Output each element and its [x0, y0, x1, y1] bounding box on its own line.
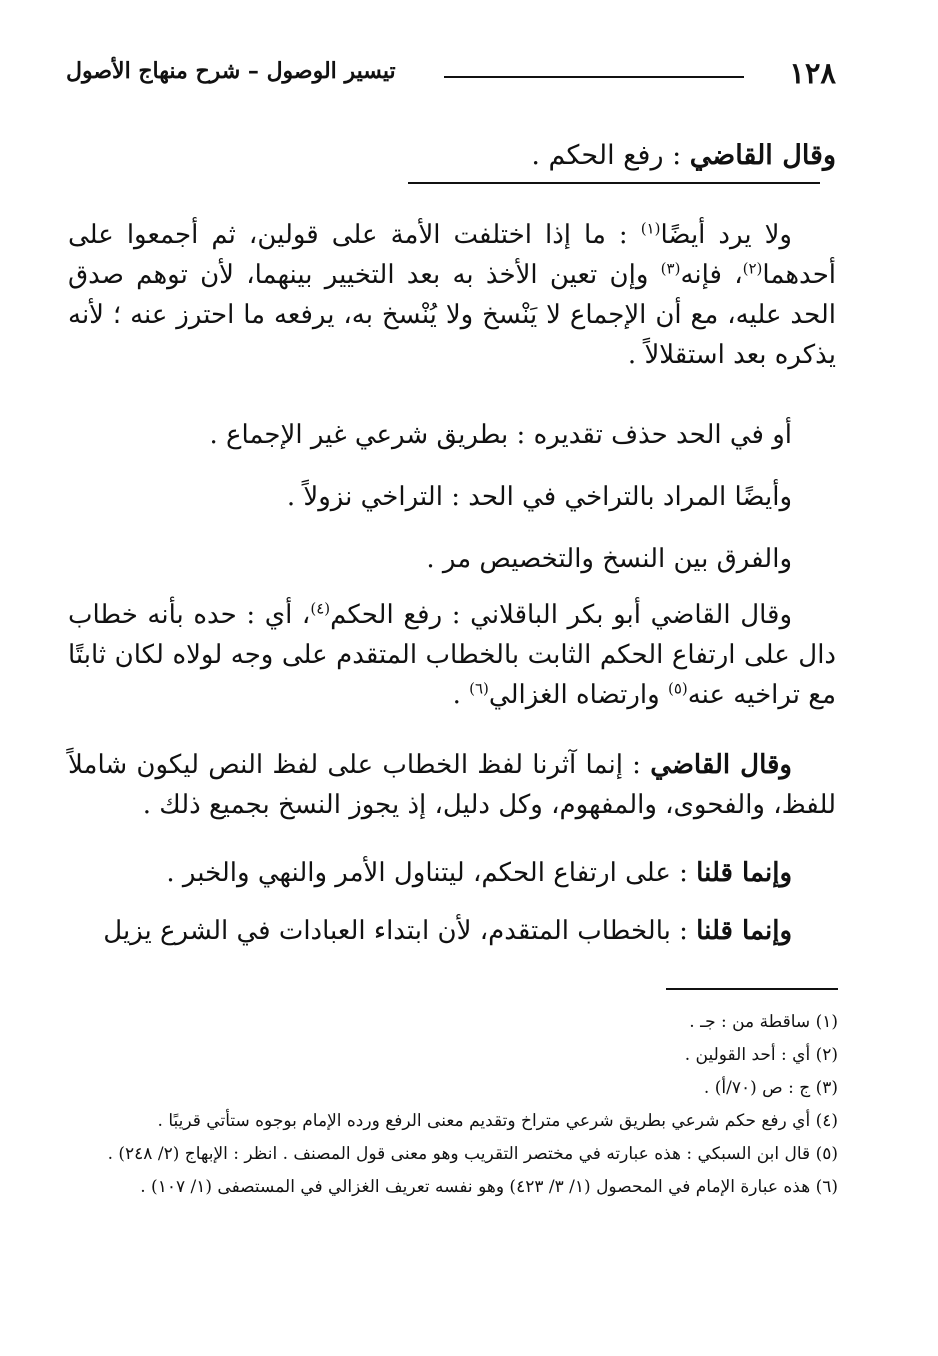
paragraph-5: وقال القاضي أبو بكر الباقلاني : رفع الحكم$^{(٤)}$، أي : حده بأنه خطاب دال على ارتفاع الحكم الثابت بالخطاب المتقدم على وجه لولاه لكان ثابتًا مع تراخيه عنه$^{(٥)}$ وارتضاه الغزالي$^{(٦)}$ .: [68, 599, 836, 710]
footnote-ref-5: (٥): [667, 679, 688, 698]
paragraph-2: أو في الحد حذف تقديره : بطريق شرعي غير الإجماع .: [209, 420, 792, 450]
footnote-ref-2: (٢): [742, 259, 763, 278]
footnote-4: (٤) أي رفع حكم شرعي بطريق شرعي متراخ وتقديم معنى الرفع ورده الإمام بوجوه ستأتي قريبًا .: [157, 1111, 838, 1131]
footnote-ref-1: (١): [640, 219, 661, 238]
footnote-ref-6: (٦): [469, 679, 489, 698]
footnote-3: (٣) ج : ص (٧٠/أ) .: [703, 1078, 838, 1098]
heading-bold: وقال القاضي: [689, 140, 836, 171]
page-number: ١٢٨: [789, 56, 836, 90]
running-title: تيسير الوصول – شرح منهاج الأصول: [66, 58, 396, 84]
footnote-1: (١) ساقطة من : جـ .: [689, 1012, 838, 1032]
footnote-ref-3: (٣): [660, 259, 681, 278]
paragraph-6: وقال القاضي : إنما آثرنا لفظ الخطاب على لفظ النص ليكون شاملاً للفظ، والفحوى، والمفهوم، وكل دليل، إذ يجوز النسخ بجميع ذلك .: [68, 750, 836, 820]
paragraph-8: وإنما قلنا : بالخطاب المتقدم، لأن ابتداء العبادات في الشرع يزيل: [103, 916, 792, 946]
footnote-6: (٦) هذه عبارة الإمام في المحصول (١/ ٣/ ٤٢٣) وهو نفسه تعريف الغزالي في المستصفى (١/ ١٠٧) .: [140, 1177, 838, 1197]
footnotes: [68, 1008, 838, 1206]
footnote-5: (٥) قال ابن السبكي : هذه عبارته في مختصر التقريب وهو معنى قول المصنف . انظر : الإبهاج (٢/ ٢٤٨) .: [107, 1144, 838, 1164]
paragraph-7: وإنما قلنا : على ارتفاع الحكم، ليتناول الأمر والنهي والخبر .: [166, 858, 792, 888]
header-rule: [444, 76, 744, 78]
section-heading: [531, 140, 836, 171]
page-header: [66, 56, 836, 96]
footnote-ref-4: (٤): [310, 599, 331, 618]
footnote-2: (٢) أي : أحد القولين .: [684, 1045, 838, 1065]
paragraph-3: وأيضًا المراد بالتراخي في الحد : التراخي نزولاً .: [286, 482, 792, 512]
paragraph-4: والفرق بين النسخ والتخصيص مر .: [426, 544, 792, 574]
paragraph-1: ولا يرد أيضًا$^{(١)}$ : ما إذا اختلفت الأمة على قولين، ثم أجمعوا على أحدهما$^{(٢)}$، فإنه$^{(٣)}$ وإن تعين الأخذ به بعد التخيير بينهما، لأن توهم صدق الحد عليه، مع أن الإجماع لا يَنْسخ ولا يُنْسخ به، يرفعه ما احترز عنه ؛ لأنه يذكره بعد استقلالاً .: [68, 219, 836, 370]
heading-text: : رفع الحكم .: [531, 140, 690, 171]
footnote-separator: [666, 988, 838, 990]
heading-underline: [408, 182, 820, 184]
